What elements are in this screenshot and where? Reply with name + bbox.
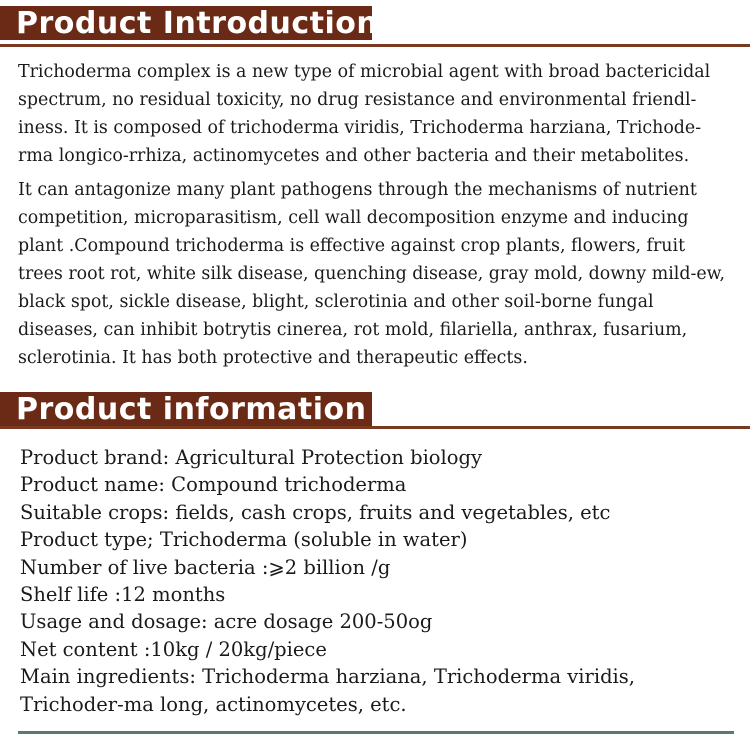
info-item-main-ingredients-cont: Trichoder-ma long, actinomycetes, etc.: [20, 692, 407, 716]
info-item-live-bacteria: Number of live bacteria :⩾2 billion /g: [20, 555, 391, 579]
intro-paragraph-1: Trichoderma complex is a new type of microbial agent with broad bactericidal spectrum, no residual toxicity, no drug resistance and environmental friendl-iness. It is composed of trichoderma viridis, Trichoderma harziana, Trichode-rma longico-rrhiza, actinomycetes and other bacteria and their metabolites.: [18, 62, 711, 166]
info-item-usage-dosage: Usage and dosage: acre dosage 200-50og: [20, 610, 433, 634]
product-introduction-body: [18, 58, 734, 378]
info-item-name: Product name: Compound trichoderma: [20, 473, 407, 497]
product-information-header: [0, 392, 750, 432]
info-item-suitable-crops: Suitable crops: fields, cash crops, fruits and vegetables, etc: [20, 500, 611, 524]
header-divider: [0, 44, 750, 47]
product-introduction-header: [0, 6, 750, 48]
info-item-main-ingredients: Main ingredients: Trichoderma harziana, Trichoderma viridis,: [20, 665, 636, 689]
info-item-type: Product type; Trichoderma (soluble in water): [20, 528, 468, 552]
info-item-net-content: Net content :10kg / 20kg/piece: [20, 637, 327, 661]
intro-paragraph-2: It can antagonize many plant pathogens through the mechanisms of nutrient competition, microparasitism, cell wall decomposition enzyme and inducing plant .Compound trichoderma is effective against crop plants, flowers, fruit trees root rot, white silk disease, quenching disease, gray mold, downy mild-ew, black spot, sickle disease, blight, sclerotinia and other soil-borne fungal diseases, can inhibit botrytis cinerea, rot mold, filariella, anthrax, fusarium, sclerotinia. It has both protective and therapeutic effects.: [18, 180, 725, 368]
info-item-brand: Product brand: Agricultural Protection biology: [20, 446, 483, 469]
info-item-shelf-life: Shelf life :12 months: [20, 583, 226, 607]
product-information-title: Product information: [0, 392, 372, 426]
header-divider: [0, 426, 750, 429]
product-information-list: [20, 444, 735, 718]
bottom-divider: [18, 731, 734, 734]
product-introduction-title: Product Introduction: [0, 6, 372, 40]
